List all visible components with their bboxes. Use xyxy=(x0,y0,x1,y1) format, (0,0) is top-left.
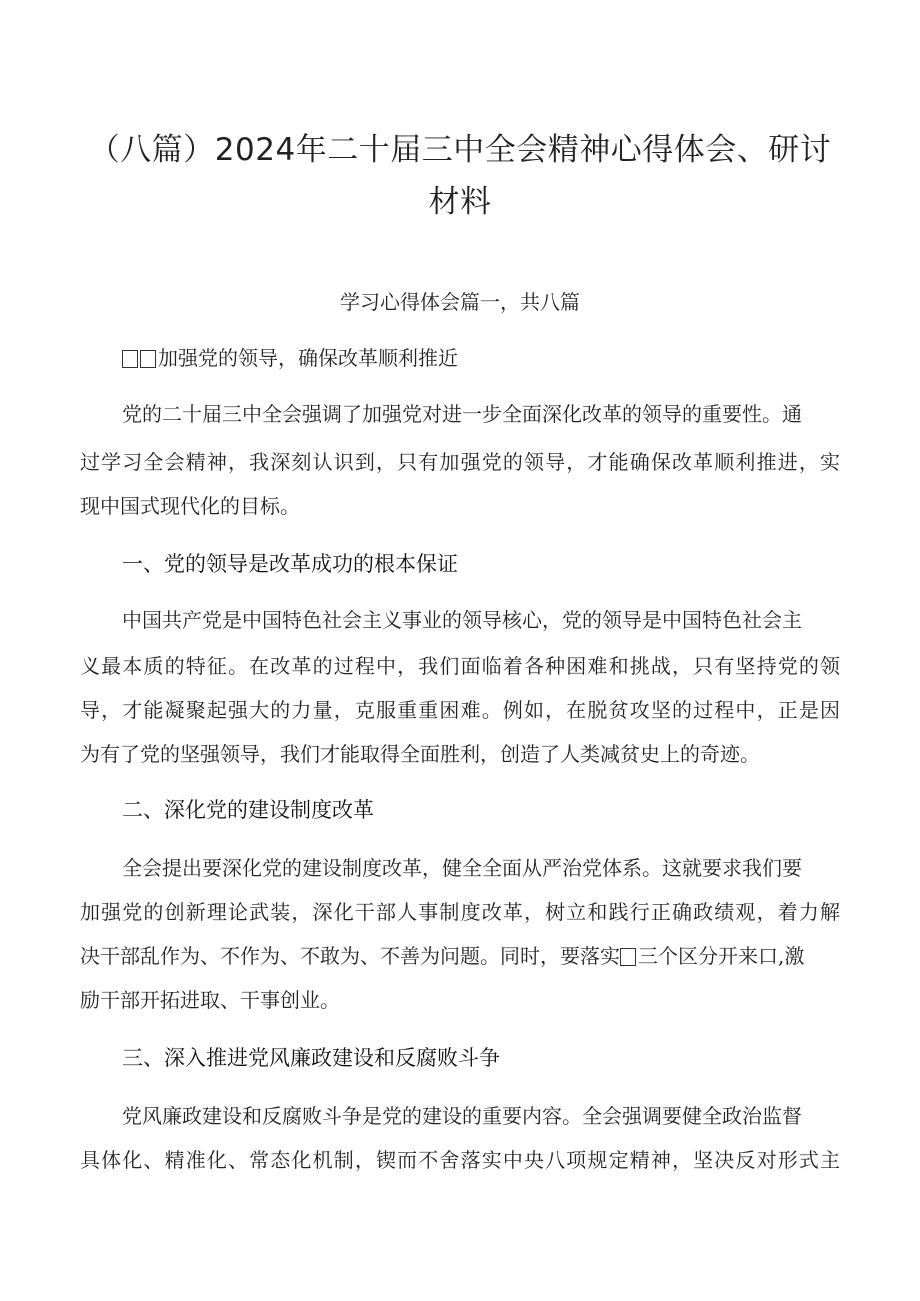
intro-para-line-3: 现中国式现代化的目标。 xyxy=(80,494,300,518)
section-1-line-4: 为有了党的坚强领导，我们才能取得全面胜利，创造了人类减贫史上的奇迹。 xyxy=(80,742,760,766)
section-2-line-3 xyxy=(80,940,840,969)
section-2-line-1: 全会提出要深化党的建设制度改革，健全全面从严治党体系。这就要求我们要 xyxy=(122,856,802,880)
intro-heading-text: 加强党的领导，确保改革顺利推近 xyxy=(158,346,458,370)
document-title-line-2: 材料 xyxy=(428,184,492,220)
intro-heading xyxy=(122,342,458,371)
section-1-heading: 一、党的领导是改革成功的根本保证 xyxy=(122,552,458,576)
section-2-line-4: 励干部开拓进取、干事创业。 xyxy=(80,988,340,1012)
section-2-heading: 二、深化党的建设制度改革 xyxy=(122,798,374,822)
missing-glyph-box xyxy=(620,948,636,966)
intro-para-line-1: 党的二十届三中全会强调了加强党对进一步全面深化改革的领导的重要性。通 xyxy=(122,402,802,426)
missing-glyph-box xyxy=(140,350,156,368)
section-2-line-3-text-b: 三个区分开来口,激 xyxy=(638,944,805,968)
section-2-line-3-text-a: 决干部乱作为、不作为、不敢为、不善为问题。同时，要落实 xyxy=(80,944,620,968)
section-1-line-2: 义最本质的特征。在改革的过程中，我们面临着各种困难和挑战，只有坚持党的领 xyxy=(80,654,840,678)
missing-glyph-box xyxy=(122,350,138,368)
section-3-heading: 三、深入推进党风廉政建设和反腐败斗争 xyxy=(122,1046,500,1070)
subtitle: 学习心得体会篇一，共八篇 xyxy=(340,290,580,314)
intro-para-line-2: 过学习全会精神，我深刻认识到，只有加强党的领导，才能确保改革顺利推进，实 xyxy=(80,450,840,474)
section-1-line-3: 导，才能凝聚起强大的力量，克服重重困难。例如，在脱贫攻坚的过程中，正是因 xyxy=(80,698,840,722)
document-title-line-1: （八篇）2024年二十届三中全会精神心得体会、研讨 xyxy=(88,132,832,168)
section-3-line-1: 党风廉政建设和反腐败斗争是党的建设的重要内容。全会强调要健全政治监督 xyxy=(122,1104,802,1128)
section-2-line-2: 加强党的创新理论武装，深化干部人事制度改革，树立和践行正确政绩观，着力解 xyxy=(80,900,840,924)
section-3-line-2: 具体化、精准化、常态化机制，锲而不舍落实中央八项规定精神，坚决反对形式主 xyxy=(80,1148,840,1172)
section-1-line-1: 中国共产党是中国特色社会主义事业的领导核心，党的领导是中国特色社会主 xyxy=(122,608,802,632)
